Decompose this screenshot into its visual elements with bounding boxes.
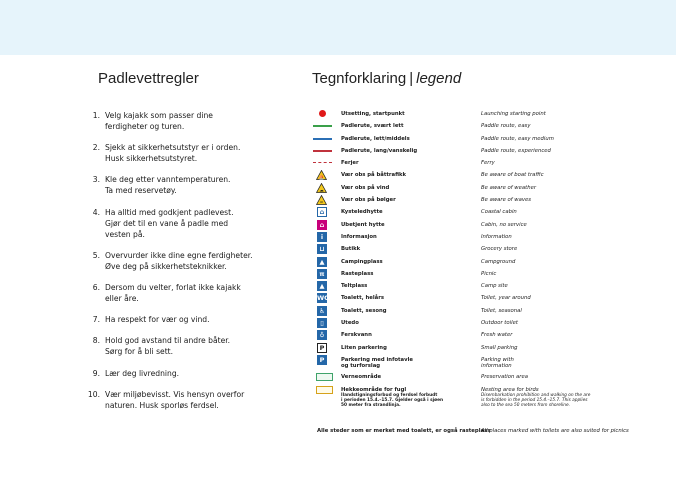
legend-label-en <box>481 345 641 351</box>
rule-text: Gjør det til en vane å padle med <box>105 218 229 228</box>
rule-item <box>84 174 299 196</box>
legend-label-no <box>341 234 481 240</box>
legend-table <box>310 109 640 410</box>
legend-text: Vær obs på vind <box>341 184 390 191</box>
legend-text: Be aware of weather <box>481 184 537 191</box>
legend-label-en <box>481 197 641 203</box>
legend-label-no <box>341 374 481 380</box>
legend-symbol <box>313 244 331 254</box>
rule-text: Vær miljøbevisst. Vis hensyn overfor <box>105 389 245 399</box>
start-point-icon <box>319 110 326 117</box>
legend-text: Campingplass <box>341 258 383 265</box>
legend-symbol <box>313 330 331 340</box>
legend-label-no <box>341 283 481 289</box>
legend-label-en <box>481 222 641 228</box>
legend-text: Small parking <box>481 344 518 351</box>
legend-label-no <box>341 197 481 203</box>
legend-text: Preservation area <box>481 374 528 381</box>
paddling-rules-list <box>84 110 299 421</box>
legend-row <box>310 293 640 305</box>
legend-text: Paddle route, easy <box>481 123 531 130</box>
legend-row <box>310 158 640 170</box>
legend-label-en <box>481 185 641 191</box>
legend-text: Fresh water <box>481 332 513 339</box>
nesting-area-swatch <box>316 386 333 394</box>
legend-text: Toilet, seasonal <box>481 307 522 314</box>
legend-row <box>310 183 640 195</box>
unserviced-cabin-icon: ⌂ <box>317 220 327 230</box>
legend-footer-en: All places marked with toilets are also suited for picnics <box>481 428 629 434</box>
rule-text: Lær deg livredning. <box>105 368 180 378</box>
rule-number: 3. <box>92 175 100 185</box>
legend-symbol <box>313 121 331 131</box>
legend-label-en <box>481 160 641 166</box>
rule-text: Ha respekt for vær og vind. <box>105 315 210 325</box>
rule-item <box>84 368 299 379</box>
rule-text: Dersom du velter, forlat ikke kajakk <box>105 282 241 292</box>
parking-info-icon: P <box>317 355 327 365</box>
legend-label-no <box>341 357 481 369</box>
legend-symbol <box>313 257 331 267</box>
legend-row <box>310 244 640 256</box>
legend-row <box>310 343 640 355</box>
legend-text: Padlerute, svært lett <box>341 123 404 130</box>
rule-text: Ha alltid med godkjent padlevest. <box>105 207 234 217</box>
coastal-cabin-icon: ⌂ <box>317 207 327 217</box>
legend-label-no <box>341 295 481 301</box>
legend-symbol <box>313 170 331 180</box>
legend-title-en: legend <box>416 70 462 87</box>
legend-title <box>312 70 461 87</box>
top-color-band <box>0 0 676 55</box>
legend-symbol <box>313 385 331 395</box>
legend-text: Butikk <box>341 246 361 253</box>
legend-text: Ferjer <box>341 160 359 167</box>
legend-text: Vær obs på båttrafikk <box>341 172 407 179</box>
legend-row <box>310 281 640 293</box>
legend-symbol <box>313 281 331 291</box>
legend-label-en <box>481 136 641 142</box>
legend-row <box>310 220 640 232</box>
legend-text: Camp site <box>481 283 508 290</box>
legend-row <box>310 207 640 219</box>
rule-text: Sjekk at sikkerhetsutstyr er i orden. <box>105 143 241 153</box>
legend-title-no: Tegnforklaring <box>312 70 407 87</box>
legend-label-en <box>481 123 641 129</box>
legend-label-no <box>341 271 481 277</box>
legend-row <box>310 134 640 146</box>
legend-row <box>310 318 640 330</box>
legend-symbol <box>313 134 331 144</box>
legend-text: Toalett, sesong <box>341 307 387 314</box>
legend-text: information <box>481 362 512 369</box>
legend-text: Disembarkation prohibition and walking on the are <box>481 392 591 398</box>
legend-text: og turforslag <box>341 362 381 369</box>
legend-text: Utedo <box>341 320 359 327</box>
legend-text: Be aware of boat traffic <box>481 172 544 179</box>
rule-number: 8. <box>92 336 100 346</box>
legend-symbol <box>313 146 331 156</box>
waves-warning-icon <box>316 195 327 205</box>
route-medium-line <box>313 138 332 140</box>
rule-text: Husk sikkerhetsutstyret. <box>105 154 198 164</box>
legend-text: Toilet, year around <box>481 295 531 302</box>
legend-text: Vær obs på bølger <box>341 197 396 204</box>
legend-label-no <box>341 320 481 326</box>
boat-traffic-warning-icon <box>316 170 327 180</box>
legend-label-no <box>341 259 481 265</box>
rule-number: 10. <box>87 389 100 399</box>
legend-text: Coastal cabin <box>481 209 517 216</box>
legend-row <box>310 306 640 318</box>
legend-text: Cabin, no service <box>481 221 527 228</box>
legend-symbol <box>313 306 331 316</box>
legend-text: Ubetjent hytte <box>341 221 385 228</box>
legend-label-no <box>341 246 481 252</box>
rule-number: 6. <box>92 282 100 292</box>
legend-text: Utsetting, startpunkt <box>341 111 405 117</box>
legend-row <box>310 195 640 207</box>
legend-symbol <box>313 207 331 217</box>
fresh-water-icon: ♁ <box>317 330 327 340</box>
legend-text: also to the sea 50 meters from shoreline. <box>481 403 570 409</box>
legend-label-en <box>481 374 641 380</box>
rule-item <box>84 207 299 240</box>
legend-text: Paddle route, experienced <box>481 147 551 154</box>
legend-symbol <box>313 220 331 230</box>
legend-label-en <box>481 111 641 117</box>
legend-label-no <box>341 172 481 178</box>
legend-symbol <box>313 372 331 382</box>
legend-footer-no: Alle steder som er merket med toalett, er også rasteplass <box>317 428 491 434</box>
legend-text: Kysteledhytte <box>341 209 383 216</box>
rule-item <box>84 110 299 132</box>
legend-label-no <box>341 209 481 215</box>
tent-icon: ▲ <box>317 281 327 291</box>
legend-label-no <box>341 136 481 142</box>
rule-text: Ta med reservetøy. <box>105 186 177 196</box>
rule-number: 2. <box>92 143 100 153</box>
legend-text: Liten parkering <box>341 344 387 351</box>
rule-text: Overvurder ikke dine egne ferdigheter. <box>105 250 253 260</box>
legend-label-en <box>481 387 641 409</box>
rules-title: Padlevettregler <box>98 70 199 87</box>
legend-text: Padlerute, lett/middels <box>341 135 410 142</box>
legend-row <box>310 372 640 384</box>
rule-number: 7. <box>92 315 100 325</box>
legend-row <box>310 146 640 158</box>
legend-title-separator: | <box>409 70 414 87</box>
legend-label-en <box>481 259 641 265</box>
legend-symbol <box>313 183 331 193</box>
legend-row <box>310 170 640 182</box>
route-experienced-line <box>313 150 332 152</box>
rule-item <box>84 282 299 304</box>
legend-row <box>310 109 640 121</box>
legend-symbol <box>313 343 331 353</box>
legend-text: Nesting area for birds <box>481 386 539 393</box>
legend-label-en <box>481 332 641 338</box>
preservation-area-swatch <box>316 373 333 381</box>
legend-label-en <box>481 357 641 369</box>
legend-label-en <box>481 308 641 314</box>
campground-icon: ▲ <box>317 257 327 267</box>
legend-symbol <box>313 158 331 168</box>
rule-text: Øve deg på sikkerhetsteknikker. <box>105 261 227 271</box>
legend-text: Hekkeområde for fugl <box>341 386 407 393</box>
legend-symbol <box>313 109 331 119</box>
legend-row <box>310 121 640 133</box>
legend-text: Ferry <box>481 160 495 167</box>
rule-text: vesten på. <box>105 229 145 239</box>
legend-text: Toalett, helårs <box>341 295 384 302</box>
legend-label-en <box>481 295 641 301</box>
legend-text: Verneområde <box>341 374 382 381</box>
legend-label-no <box>341 308 481 314</box>
legend-label-en <box>481 246 641 252</box>
toilet-year-round-icon: WC <box>317 294 329 303</box>
legend-row <box>310 385 640 410</box>
rule-text: naturen. Husk sporløs ferdsel. <box>105 400 219 410</box>
legend-label-en <box>481 172 641 178</box>
route-easy-line <box>313 125 332 127</box>
weather-warning-icon <box>316 183 327 193</box>
rule-number: 4. <box>92 207 100 217</box>
svg-text:⛵: ⛵ <box>318 176 325 181</box>
svg-text:☁: ☁ <box>319 188 324 193</box>
legend-text: Informasjon <box>341 233 377 240</box>
legend-label-no <box>341 345 481 351</box>
legend-text: Grocery store <box>481 246 518 253</box>
rule-text: Sørg for å bli sett. <box>105 347 174 357</box>
legend-text: Launching starting point <box>481 111 546 117</box>
legend-label-no <box>341 222 481 228</box>
rule-item <box>84 335 299 357</box>
legend-text: Padlerute, lang/vanskelig <box>341 147 418 154</box>
rule-item <box>84 314 299 325</box>
legend-symbol <box>313 293 331 303</box>
legend-label-en <box>481 320 641 326</box>
rule-number: 1. <box>92 111 100 120</box>
legend-text: Be aware of waves <box>481 197 532 204</box>
legend-label-en <box>481 148 641 154</box>
legend-text: Campground <box>481 258 516 265</box>
legend-label-en <box>481 209 641 215</box>
toilet-seasonal-icon: ♿ <box>317 306 327 316</box>
information-icon: i <box>317 232 327 242</box>
legend-row <box>310 257 640 269</box>
svg-text:≈: ≈ <box>319 200 324 206</box>
rule-item <box>84 142 299 164</box>
ferry-line <box>313 162 332 163</box>
legend-symbol <box>313 318 331 328</box>
legend-label-en <box>481 234 641 240</box>
rule-text: ferdigheter og turen. <box>105 122 185 131</box>
legend-text: Paddle route, easy medium <box>481 135 554 142</box>
legend-label-no <box>341 160 481 166</box>
legend-row <box>310 330 640 342</box>
legend-symbol <box>313 232 331 242</box>
rule-item <box>84 250 299 272</box>
rule-number: 9. <box>92 368 100 378</box>
legend-label-no <box>341 387 481 409</box>
legend-symbol <box>313 355 331 365</box>
legend-text: Outdoor toilet <box>481 320 518 327</box>
legend-row <box>310 269 640 281</box>
legend-text: i perioden 15.4.–15.7. Gjelder også i sjøen <box>341 397 444 403</box>
legend-label-en <box>481 283 641 289</box>
legend-label-no <box>341 148 481 154</box>
small-parking-icon: P <box>317 343 327 353</box>
legend-symbol <box>313 195 331 205</box>
legend-text: Information <box>481 233 512 240</box>
rule-item <box>84 389 299 411</box>
rule-text: Velg kajakk som passer dine <box>105 111 213 120</box>
rule-text: Kle deg etter vanntemperaturen. <box>105 175 231 185</box>
legend-text: Ilandstigningsforbud og ferdsel forbudt <box>341 392 438 398</box>
legend-label-en <box>481 271 641 277</box>
rule-number: 5. <box>92 250 100 260</box>
legend-text: Parking with <box>481 356 514 363</box>
rule-text: eller åre. <box>105 293 139 303</box>
legend-text: Picnic <box>481 270 497 277</box>
outdoor-toilet-icon: ▯ <box>317 318 327 328</box>
legend-text: 50 meter fra strandlinja. <box>341 403 401 409</box>
rule-text: Hold god avstand til andre båter. <box>105 336 231 346</box>
legend-label-no <box>341 111 481 117</box>
legend-label-no <box>341 185 481 191</box>
legend-text: Rasteplass <box>341 270 374 277</box>
legend-row <box>310 355 640 373</box>
legend-text: Parkering med infotavle <box>341 356 413 363</box>
legend-label-no <box>341 332 481 338</box>
legend-label-no <box>341 123 481 129</box>
legend-symbol <box>313 269 331 279</box>
legend-text: is forbidden in the period 15.4.–15.7. This applies <box>481 397 588 403</box>
grocery-store-icon: ⊔ <box>317 244 327 254</box>
legend-row <box>310 232 640 244</box>
legend-text: Ferskvann <box>341 332 372 339</box>
legend-text: Teltplass <box>341 283 368 290</box>
picnic-icon: π <box>317 269 327 279</box>
